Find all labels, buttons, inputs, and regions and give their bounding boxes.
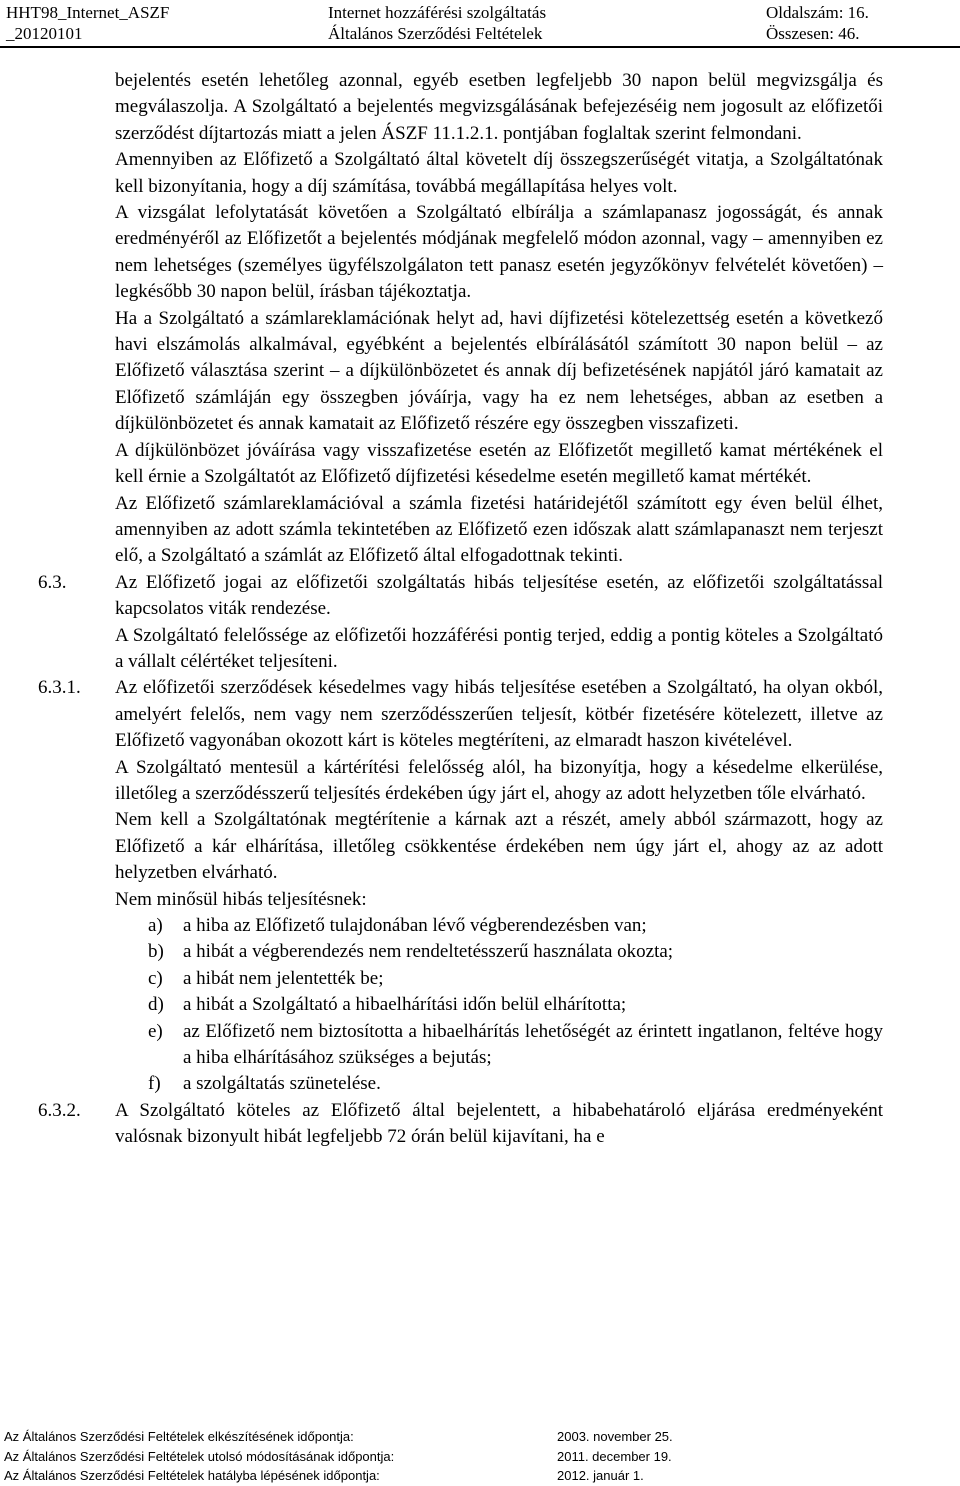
footer-value: 2003. november 25. bbox=[557, 1429, 673, 1444]
page-total: Összesen: 46. bbox=[766, 24, 860, 43]
paragraph: Nem kell a Szolgáltatónak megtérítenie a kárnak azt a részét, amely abból származott, hogy az Előfizető a kár elhárítása, illetőleg csökkentése érdekében nem úgy járt el, ahogy az az adott helyzetben elvárható. bbox=[115, 809, 883, 884]
section-number: 6.3.2. bbox=[38, 1099, 81, 1121]
list-item-text: a hibát a végberendezés nem rendeltetésszerű használata okozta; bbox=[183, 941, 674, 963]
footer-value: 2011. december 19. bbox=[557, 1448, 672, 1464]
doc-code-line1: HHT98_Internet_ASZF bbox=[6, 3, 170, 22]
section-number: 6.3. bbox=[38, 571, 67, 593]
paragraph: A vizsgálat lefolytatását követően a Szolgáltató elbírálja a számlapanasz jogosságát, és annak eredményéről az Előfizetőt a bejelentés módjának megfelelő módon azonnal, vagy – amennyiben ez nem lehetséges (személyes ügyfélszolgálaton tett panasz esetén jegyzőkönyv felvételét követően) – legkésőbb 30 napon belül, írásban tájékoztatja. bbox=[115, 202, 883, 303]
doc-code-line2: _20120101 bbox=[6, 24, 83, 43]
paragraph: Ha a Szolgáltató a számlareklamációnak helyt ad, havi díjfizetési kötelezettség esetén a következő havi elszámolás alkalmával, egyébként a bejelentés elbírálásától számított 30 napon belül – az Előfizető választása szerint – a díjkülönbözetet és annak díj befizetésének napjától járó kamatait az Előfizető számláján egy összegben jóváírja, vagy ha ez nem lehetséges, abban az esetben a díjkülönbözetet és annak kamatait az Előfizető részére egy összegben visszafizeti. bbox=[115, 307, 883, 435]
list-letter: d) bbox=[148, 994, 164, 1016]
footer-row bbox=[0, 1447, 960, 1467]
page-counter bbox=[766, 2, 869, 44]
list-item bbox=[115, 992, 883, 1018]
list-item bbox=[115, 939, 883, 965]
list-letter: b) bbox=[148, 941, 164, 963]
list-item-text: a hibát nem jelentették be; bbox=[183, 967, 384, 989]
list-intro: Nem minősül hibás teljesítésnek: bbox=[115, 888, 367, 910]
list-letter: f) bbox=[148, 1073, 161, 1095]
paragraph: bejelentés esetén lehetőleg azonnal, egyéb esetben legfeljebb 30 napon belül megvizsgálja és megválaszolja. A Szolgáltató a bejelentés megvizsgálásának befejezéséig nem jogosult az előfizetői szerződést díjtartozás miatt a jelen ÁSZF 11.1.2.1. pontjában foglaltak szerint felmondani. bbox=[115, 70, 883, 144]
paragraph: A díjkülönbözet jóváírása vagy visszafizetése esetén az Előfizetőt megillető kamat mértékének el kell érnie a Szolgáltatót az Előfizető díjfizetési késedelme esetén megillető kamat mértékét. bbox=[115, 439, 883, 488]
document-body bbox=[38, 68, 883, 1151]
paragraph: A Szolgáltató felelőssége az előfizetői hozzáférési pontig terjed, eddig a pontig köteles a Szolgáltató a vállalt célértéket teljesíteni. bbox=[115, 624, 883, 672]
paragraph: A Szolgáltató köteles az Előfizető által bejelentett, a hibabehatároló eljárása eredményeként valósnak bizonyult hibát legfeljebb 72 órán belül kijavítani, ha e bbox=[115, 1099, 883, 1148]
list-item-text: a hiba az Előfizető tulajdonában lévő végberendezésben van; bbox=[183, 915, 647, 936]
list-item bbox=[115, 913, 883, 939]
section-6-3 bbox=[38, 570, 883, 676]
footer-label: Az Általános Szerződési Feltételek hatályba lépésének időpontja: bbox=[4, 1468, 380, 1484]
paragraph: Amennyiben az Előfizető a Szolgáltató által követelt díj összegszerűségét vitatja, a Szolgáltatónak kell bizonyítania, hogy a díj számítása, továbbá megállapítása helyes volt. bbox=[115, 149, 883, 197]
paragraph: A Szolgáltató mentesül a kártérítési felelősség alól, ha bizonyítja, hogy a késedelme elkerülése, illetőleg a szerződésszerű teljesítés érdekében úgy járt el, ahogy az adott helyzetben tőle elvárható. bbox=[115, 756, 883, 804]
list-item bbox=[115, 1019, 883, 1072]
exception-list bbox=[115, 913, 883, 1098]
doc-title bbox=[328, 2, 546, 44]
list-item-text: az Előfizető nem biztosította a hibaelhárítás lehetőségét az érintett ingatlanon, feltéve hogy a hiba elhárításához szükséges a bejutás; bbox=[183, 1020, 883, 1069]
page-footer bbox=[0, 1427, 960, 1486]
footer-row bbox=[0, 1466, 960, 1486]
doc-title-line1: Internet hozzáférési szolgáltatás bbox=[328, 3, 547, 22]
list-item-text: a hibát a Szolgáltató a hibaelhárítási időn belül elhárította; bbox=[183, 994, 627, 1016]
doc-title-line2: Általános Szerződési Feltételek bbox=[328, 24, 543, 43]
footer-label: Az Általános Szerződési Feltételek utolsó módosításának időpontja: bbox=[4, 1448, 395, 1464]
section-6-3-2 bbox=[38, 1098, 883, 1151]
list-item-text: a szolgáltatás szünetelése. bbox=[183, 1073, 381, 1095]
section-6-3-1 bbox=[38, 675, 883, 1098]
list-letter: e) bbox=[148, 1020, 163, 1042]
list-item bbox=[115, 966, 883, 992]
list-letter: a) bbox=[148, 915, 163, 936]
section-heading: Az Előfizető jogai az előfizetői szolgáltatás hibás teljesítése esetén, az előfizetői szolgáltatással kapcsolatos viták rendezése. bbox=[115, 571, 883, 620]
section-number: 6.3.1. bbox=[38, 677, 81, 699]
page-header bbox=[0, 0, 960, 46]
header-rule bbox=[0, 46, 960, 48]
paragraph: Az Előfizető számlareklamációval a számla fizetési határidejétől számított egy éven belül élhet, amennyiben az adott számla tekintetében az Előfizető ezen időszak alatt számlapanaszt nem terjeszt elő, a Szolgáltató a számlát az Előfizető által elfogadottnak tekinti. bbox=[115, 492, 883, 567]
doc-code bbox=[6, 2, 169, 44]
paragraph: Az előfizetői szerződések késedelmes vagy hibás teljesítése esetében a Szolgáltató, ha olyan okból, amelyért felelős, nem vagy nem szerződésszerűen teljesít, kötbér fizetésére kötelezett, illetve az Előfizető vagyonában okozott kárt is köteles megtéríteni, az elmaradt haszon kivételével. bbox=[115, 677, 883, 752]
list-item bbox=[115, 1071, 883, 1097]
footer-value: 2012. január 1. bbox=[557, 1468, 644, 1484]
footer-row bbox=[0, 1427, 960, 1447]
page-number: Oldalszám: 16. bbox=[766, 3, 869, 22]
list-letter: c) bbox=[148, 967, 163, 989]
footer-label: Az Általános Szerződési Feltételek elkészítésének időpontja: bbox=[4, 1429, 354, 1444]
